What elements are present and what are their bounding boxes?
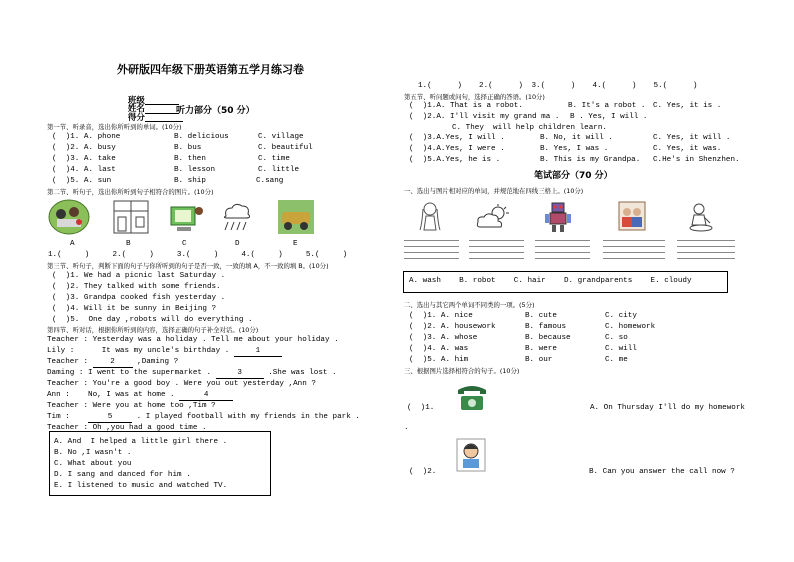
w2-row-5-c: C. me xyxy=(605,356,628,364)
blank-4[interactable]: 4 xyxy=(179,392,233,401)
speaker: Teacher : xyxy=(47,424,89,432)
sec3-instruction: 第三节、听句子，判断下面的句子与你所听到的句子是否一致，一致的填 A，不一致的填 B。(10分) xyxy=(47,262,329,270)
option-c: C. What about you xyxy=(54,460,132,468)
sec2-instruction: 第二节、听句子，选出你所听到句子相符合的图片。(10分) xyxy=(47,188,214,196)
dialog-text: It was my uncle's birthday . xyxy=(101,347,234,355)
sec3-row-5: ( )5. One day ,robots will do everything . xyxy=(52,316,253,324)
blank-3[interactable]: 3 xyxy=(216,370,264,379)
sec5-row-4-a: ( )4.A.Yes, I were . xyxy=(409,145,505,153)
car-picture-icon xyxy=(276,198,316,236)
speaker: Teacher : xyxy=(47,358,89,366)
dialog-text: You're a good boy . Were you out yesterday ,Ann ? xyxy=(92,380,316,388)
w2-row-1-b: B. cute xyxy=(525,312,557,320)
sec3-row-1: ( )1. We had a picnic last Saturday . xyxy=(52,272,226,280)
dialog-text: Were you at home too ,Tim ? xyxy=(92,402,216,410)
blank-5[interactable]: 5 xyxy=(88,414,132,423)
robot-picture-icon xyxy=(543,201,573,233)
sec3-row-3: ( )3. Grandpa cooked fish yesterday . xyxy=(52,294,226,302)
class-blank[interactable] xyxy=(145,97,179,105)
option-b: B. No ,I wasn't . xyxy=(54,449,132,457)
sec5-row-3-c: C. Yes, it will . xyxy=(653,134,731,142)
dialog-line-4 xyxy=(47,370,337,379)
computer-picture-icon xyxy=(165,201,205,235)
sec3-row-4: ( )4. Will it be sunny in Beijing ? xyxy=(52,305,217,313)
sec1-row-2-a: ( )2. A. busy xyxy=(52,144,116,152)
w3-instruction: 三、根据图片选择相符合的句子。(10分) xyxy=(404,367,520,375)
name-label: 姓名 xyxy=(127,104,145,114)
sec5-row-5-c: C.He's in Shenzhen. xyxy=(653,156,740,164)
name-blank[interactable] xyxy=(145,106,179,114)
boy-homework-picture-icon xyxy=(456,438,486,472)
sec1-row-4-c: C. little xyxy=(258,166,300,174)
w2-row-3-a: ( )3. A. whose xyxy=(409,334,478,342)
score-label: 得分 xyxy=(127,112,145,123)
grandpa-cooking-picture-icon xyxy=(112,199,150,235)
sec1-row-4-a: ( )4. A. last xyxy=(52,166,116,174)
dialog-line-3 xyxy=(47,359,178,368)
dialog-text: Oh ,you had a good time . xyxy=(92,424,207,432)
w2-row-5-a: ( )5. A. him xyxy=(409,356,469,364)
w3-q2-option: B. Can you answer the call now ? xyxy=(589,468,735,476)
sec5-row-2-a: ( )2.A. I'll visit my grand ma . xyxy=(409,113,560,121)
listening-header: 听力部分（50 分） xyxy=(176,106,255,116)
blank-2[interactable]: 2 xyxy=(93,359,133,368)
sec5-row-1-b: B. It's a robot . xyxy=(568,102,646,110)
sec1-row-2-b: B. bus xyxy=(174,144,202,152)
written-header: 笔试部分（70 分） xyxy=(534,171,613,181)
sec5-row-3-a: ( )3.A.Yes, I will . xyxy=(409,134,505,142)
dialog-text: Yesterday was a holiday . Tell me about your holiday . xyxy=(92,336,339,344)
speaker: Teacher : xyxy=(47,336,89,344)
wash-picture-icon xyxy=(687,201,715,233)
option-d: D. I sang and danced for him . xyxy=(54,471,191,479)
pic-letter-e: E xyxy=(293,240,298,248)
w2-row-2-c: C. homework xyxy=(605,323,656,331)
dialog-line-5 xyxy=(47,381,316,389)
sec5-row-1-c: C. Yes, it is . xyxy=(653,102,722,110)
speaker: Tim : xyxy=(47,413,70,421)
sec2-answers[interactable]: 1.( ) 2.( ) 3.( ) 4.( ) 5.( ) xyxy=(48,251,348,259)
w3-q2[interactable]: ( )2. xyxy=(409,468,437,476)
sec5-row-2-c: C. They will help children learn. xyxy=(452,124,607,132)
info-line xyxy=(122,88,183,122)
pic-letter-c: C xyxy=(182,240,187,248)
girl-hair-picture-icon xyxy=(418,200,442,232)
sec1-row-5-b: B. ship xyxy=(174,177,206,185)
w2-row-4-b: B. were xyxy=(525,345,557,353)
w2-row-4-c: C. will xyxy=(605,345,637,353)
w1-word-bank xyxy=(403,271,728,293)
blank-1[interactable]: 1 xyxy=(234,348,282,357)
speaker: Lily : xyxy=(47,347,75,355)
class-label: 班级 xyxy=(127,95,145,106)
dot-mark: . xyxy=(404,424,409,432)
sec1-row-1-a: ( )1. A. phone xyxy=(52,133,121,141)
dialog-text: No, I was at home . xyxy=(88,391,180,399)
sec5-row-5-a: ( )5.A.Yes, he is . xyxy=(409,156,501,164)
picnic-picture-icon xyxy=(48,198,90,236)
sec1-row-5-a: ( )5. A. sun xyxy=(52,177,112,185)
speaker: Teacher : xyxy=(47,380,89,388)
w2-row-2-a: ( )2. A. housework xyxy=(409,323,496,331)
dialog-line-6 xyxy=(47,392,233,401)
pic-letter-b: B xyxy=(126,240,131,248)
cloudy-sun-picture-icon xyxy=(474,203,514,231)
sec1-row-3-c: C. time xyxy=(258,155,290,163)
sec1-row-2-c: C. beautiful xyxy=(258,144,313,152)
dialog-line-8 xyxy=(47,414,360,423)
w3-q1-option: A. On Thursday I'll do my homework xyxy=(590,404,745,412)
page-title: 外研版四年级下册英语第五学月练习卷 xyxy=(117,63,304,76)
sec5-row-4-b: B. Yes, I was . xyxy=(540,145,609,153)
sec5-row-5-b: B. This is my Grandpa. xyxy=(540,156,641,164)
sec1-row-1-b: B. delicious xyxy=(174,133,229,141)
sec5-row-2-b: B . Yes, I will . xyxy=(570,113,648,121)
dialog-line-7 xyxy=(47,403,216,411)
sec3-row-2: ( )2. They talked with some friends. xyxy=(52,283,221,291)
telephone-picture-icon xyxy=(455,384,489,412)
sec5-row-4-c: C. Yes, it was. xyxy=(653,145,722,153)
sec1-row-3-a: ( )3. A. take xyxy=(52,155,116,163)
sec1-row-3-b: B. then xyxy=(174,155,206,163)
w2-row-3-c: C. so xyxy=(605,334,628,342)
w2-row-5-b: B. our xyxy=(525,356,553,364)
sec4-instruction: 第四节、听对话，根据你所听到的内容，选择正确的句子补全对话。(10分) xyxy=(47,326,259,334)
dialog-line-1 xyxy=(47,337,339,345)
pic-letter-a: A xyxy=(70,240,75,248)
w2-row-1-c: C. city xyxy=(605,312,637,320)
rain-cloud-picture-icon xyxy=(218,200,254,236)
sec4-options-box xyxy=(49,431,271,496)
pic-letter-d: D xyxy=(235,240,240,248)
grandparents-picture-icon xyxy=(618,201,646,231)
dialog-text: ,Daming ? xyxy=(132,358,179,366)
top-answers[interactable]: 1.( ) 2.( ) 3.( ) 4.( ) 5.( ) xyxy=(418,82,698,90)
speaker: Teacher : xyxy=(47,402,89,410)
w2-row-1-a: ( )1. A. nice xyxy=(409,312,473,320)
sec1-row-4-b: B. lesson xyxy=(174,166,216,174)
w2-row-2-b: B. famous xyxy=(525,323,567,331)
sec1-instruction: 第一节、听录音，选出你所听到的单词。(10分) xyxy=(47,123,182,131)
w1-instruction: 一、选出与图片相对应的单词，并规范地在四线三格上。(10分) xyxy=(404,187,584,195)
w3-q1[interactable]: ( )1. xyxy=(407,404,435,412)
speaker: Ann : xyxy=(47,391,70,399)
dialog-text: . I played football with my friends in the park . xyxy=(132,413,360,421)
dialog-text: .She was lost . xyxy=(263,369,337,377)
w1-words: A. wash B. robot C. hair D. grandparents E. cloudy xyxy=(409,277,692,285)
sec1-row-1-c: C. village xyxy=(258,133,304,141)
w2-row-3-b: B. because xyxy=(525,334,571,342)
dialog-text: I went to the supermarket . xyxy=(88,369,216,377)
option-a: A. And I helped a little girl there . xyxy=(54,438,228,446)
option-e: E. I listened to music and watched TV. xyxy=(54,482,228,490)
sec5-row-1-a: ( )1.A. That is a robot. xyxy=(409,102,523,110)
sec1-row-5-c: C.sang xyxy=(256,177,284,185)
dialog-line-2 xyxy=(47,348,282,357)
sec5-instruction: 第五节、听问题或问句，选择正确的答语。(10分) xyxy=(404,93,545,101)
speaker: Daming : xyxy=(47,369,84,377)
w2-row-4-a: ( )4. A. was xyxy=(409,345,469,353)
w2-instruction: 二、选出与其它两个单词不同类的一项。(5分) xyxy=(404,301,535,309)
sec5-row-3-b: B. No, it will . xyxy=(540,134,613,142)
